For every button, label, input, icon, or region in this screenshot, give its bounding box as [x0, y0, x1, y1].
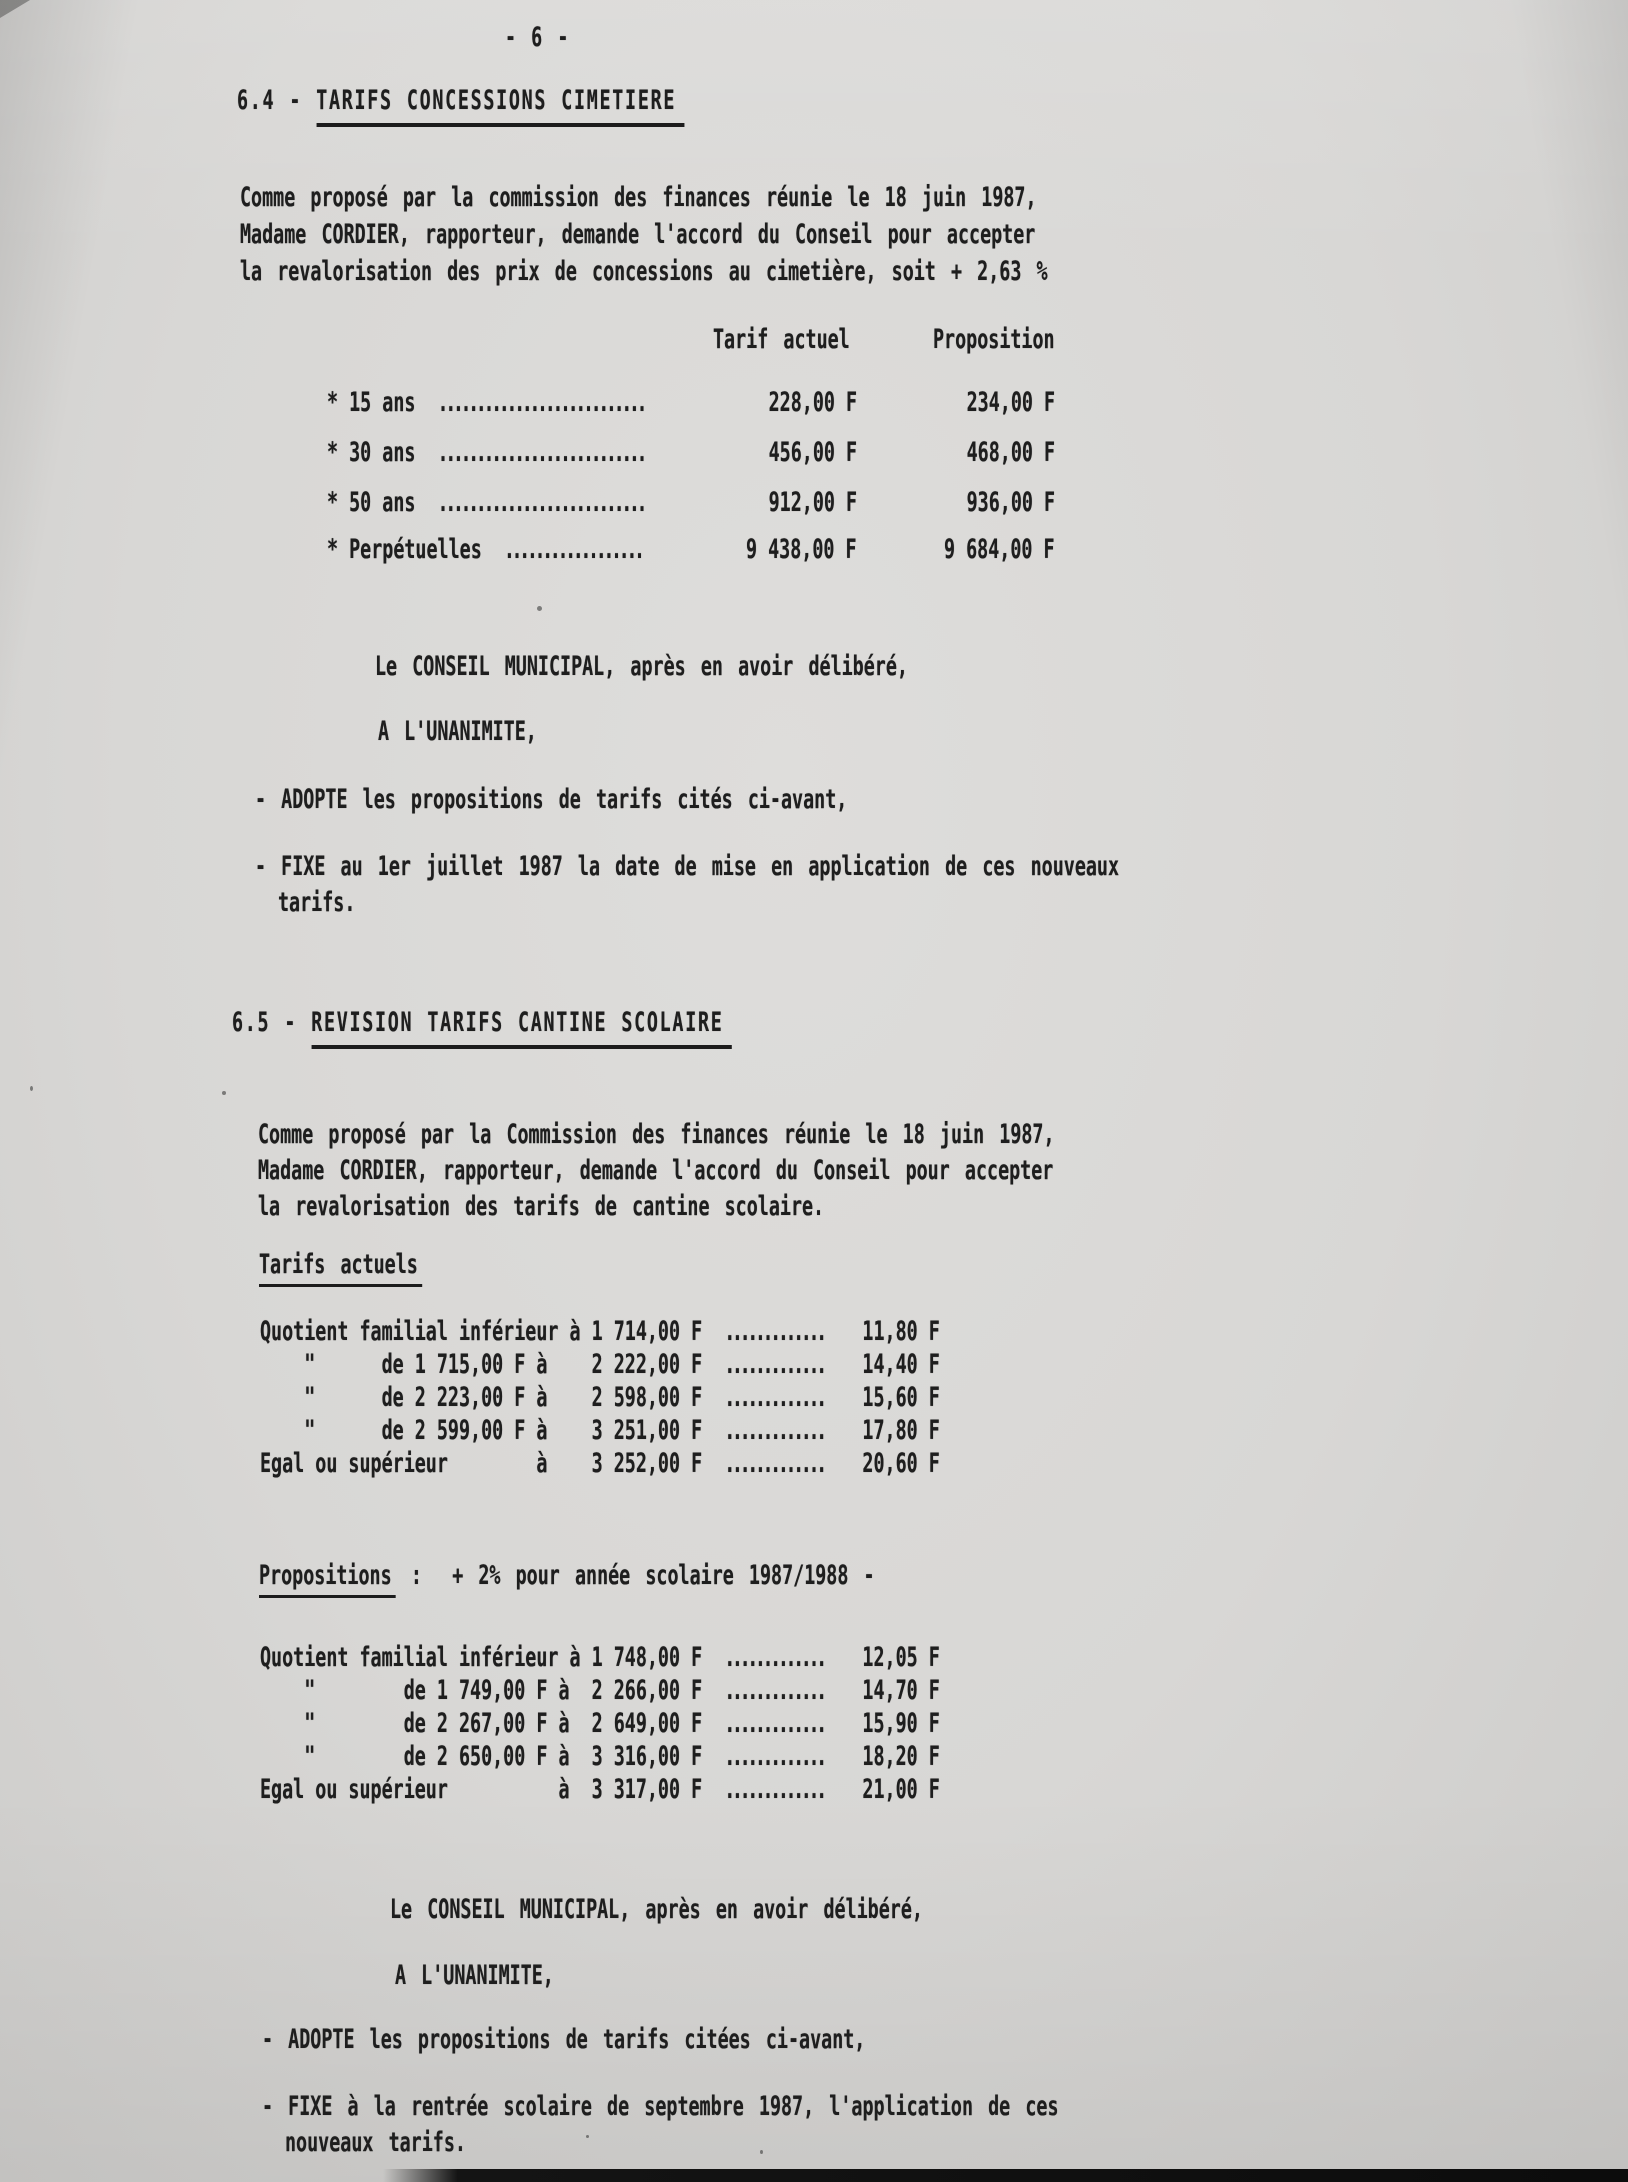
tarif-actuel-value: 456,00 F	[768, 437, 857, 468]
decision-adopte: - ADOPTE les propositions de tarifs citées ci-avant,	[262, 2024, 866, 2055]
dot-leader: ...........................	[437, 487, 645, 518]
decision-fixe-continuation: tarifs.	[278, 887, 356, 918]
dot-leader: .............	[724, 1349, 824, 1380]
dot-leader: .............	[724, 1708, 824, 1739]
proposition-value: 936,00 F	[966, 487, 1055, 518]
intro-line: Comme proposé par la commission des finances réunie le 18 juin 1987,	[240, 182, 1037, 213]
scan-speck	[586, 2135, 589, 2138]
cantine-row: Egal ou supérieur à 3 252,00 F .............	[260, 1448, 824, 1479]
tarifs-actuels-heading: Tarifs actuels	[259, 1249, 422, 1281]
cantine-price: 14,40 F	[862, 1349, 940, 1380]
proposition-value: 9 684,00 F	[944, 534, 1055, 565]
scan-artifact-bar	[383, 2169, 1628, 2182]
dot-leader: .............	[724, 1415, 824, 1446]
dot-leader: ..................	[503, 534, 642, 565]
section-6-4-heading	[237, 85, 684, 117]
cantine-price: 12,05 F	[862, 1642, 940, 1673]
vote-line: A L'UNANIMITE,	[378, 716, 537, 747]
dot-leader: .............	[724, 1382, 824, 1413]
dot-leader: .............	[724, 1448, 824, 1479]
tarif-actuel-value: 912,00 F	[768, 487, 857, 518]
propositions-heading: Propositions : + 2% pour année scolaire 1987/1988 -	[259, 1560, 875, 1592]
page-number: - 6 -	[505, 22, 569, 53]
dot-leader: .............	[724, 1741, 824, 1772]
table-row-label: * 50 ans ...........................	[327, 487, 645, 518]
deliberation-line: Le CONSEIL MUNICIPAL, après en avoir délibéré,	[390, 1894, 923, 1925]
table-row-label: * Perpétuelles ..................	[327, 534, 642, 565]
section-6-5-heading	[232, 1007, 732, 1039]
column-header-tarif-actuel: Tarif actuel	[713, 324, 850, 355]
cantine-price: 15,90 F	[862, 1708, 940, 1739]
scan-speck	[760, 2150, 763, 2154]
section-6-5-title: REVISION TARIFS CANTINE SCOLAIRE	[311, 1007, 731, 1049]
intro-line: Comme proposé par la Commission des finances réunie le 18 juin 1987,	[258, 1119, 1055, 1150]
tarif-actuel-value: 228,00 F	[768, 387, 857, 418]
proposition-value: 234,00 F	[966, 387, 1055, 418]
cantine-row: " de 2 223,00 F à 2 598,00 F .............	[260, 1382, 824, 1413]
table-row-label: * 30 ans ...........................	[327, 437, 645, 468]
vote-line: A L'UNANIMITE,	[395, 1960, 554, 1991]
decision-fixe: - FIXE au 1er juillet 1987 la date de mise en application de ces nouveaux	[255, 851, 1120, 882]
section-6-5-number: 6.5 -	[232, 1007, 298, 1038]
cantine-row: " de 1 715,00 F à 2 222,00 F .............	[260, 1349, 824, 1380]
dot-leader: .............	[724, 1642, 824, 1673]
dot-leader: ...........................	[437, 387, 645, 418]
intro-line: la revalorisation des tarifs de cantine scolaire.	[258, 1191, 825, 1222]
cantine-price: 18,20 F	[862, 1741, 940, 1772]
scan-speck	[222, 1091, 226, 1095]
section-6-4-number: 6.4 -	[237, 85, 303, 116]
scan-speck	[30, 1086, 33, 1091]
cantine-price: 17,80 F	[862, 1415, 940, 1446]
intro-line: la revalorisation des prix de concessions au cimetière, soit + 2,63 %	[240, 256, 1048, 287]
cantine-row: " de 2 650,00 F à 3 316,00 F .............	[260, 1741, 824, 1772]
dot-leader: .............	[724, 1774, 824, 1805]
cantine-price: 20,60 F	[862, 1448, 940, 1479]
decision-fixe: - FIXE à la rentrée scolaire de septembre 1987, l'application de ces	[262, 2091, 1059, 2122]
scan-corner-shadow	[0, 0, 30, 18]
decision-adopte: - ADOPTE les propositions de tarifs cités ci-avant,	[255, 784, 848, 815]
cantine-row: " de 1 749,00 F à 2 266,00 F .............	[260, 1675, 824, 1706]
decision-fixe-continuation: nouveaux tarifs.	[285, 2127, 466, 2158]
cantine-row: " de 2 599,00 F à 3 251,00 F .............	[260, 1415, 824, 1446]
cantine-price: 11,80 F	[862, 1316, 940, 1347]
propositions-heading-rest: : + 2% pour année scolaire 1987/1988 -	[395, 1560, 875, 1591]
cantine-price: 14,70 F	[862, 1675, 940, 1706]
dot-leader: .............	[724, 1316, 824, 1347]
column-header-proposition: Proposition	[933, 324, 1055, 355]
cantine-price: 15,60 F	[862, 1382, 940, 1413]
tarif-actuel-value: 9 438,00 F	[746, 534, 857, 565]
proposition-value: 468,00 F	[966, 437, 1055, 468]
table-row-label: * 15 ans ...........................	[327, 387, 645, 418]
cantine-row: Quotient familial inférieur à 1 748,00 F .............	[260, 1642, 824, 1673]
dot-leader: .............	[724, 1675, 824, 1706]
deliberation-line: Le CONSEIL MUNICIPAL, après en avoir délibéré,	[375, 651, 908, 682]
section-6-4-title: TARIFS CONCESSIONS CIMETIERE	[316, 85, 684, 127]
cantine-row: Egal ou supérieur à 3 317,00 F .............	[260, 1774, 824, 1805]
cantine-row: Quotient familial inférieur à 1 714,00 F .............	[260, 1316, 824, 1347]
scan-speck	[537, 606, 542, 611]
cantine-row: " de 2 267,00 F à 2 649,00 F .............	[260, 1708, 824, 1739]
dot-leader: ...........................	[437, 437, 645, 468]
cantine-price: 21,00 F	[862, 1774, 940, 1805]
intro-line: Madame CORDIER, rapporteur, demande l'accord du Conseil pour accepter	[240, 219, 1036, 250]
intro-line: Madame CORDIER, rapporteur, demande l'accord du Conseil pour accepter	[258, 1155, 1054, 1186]
